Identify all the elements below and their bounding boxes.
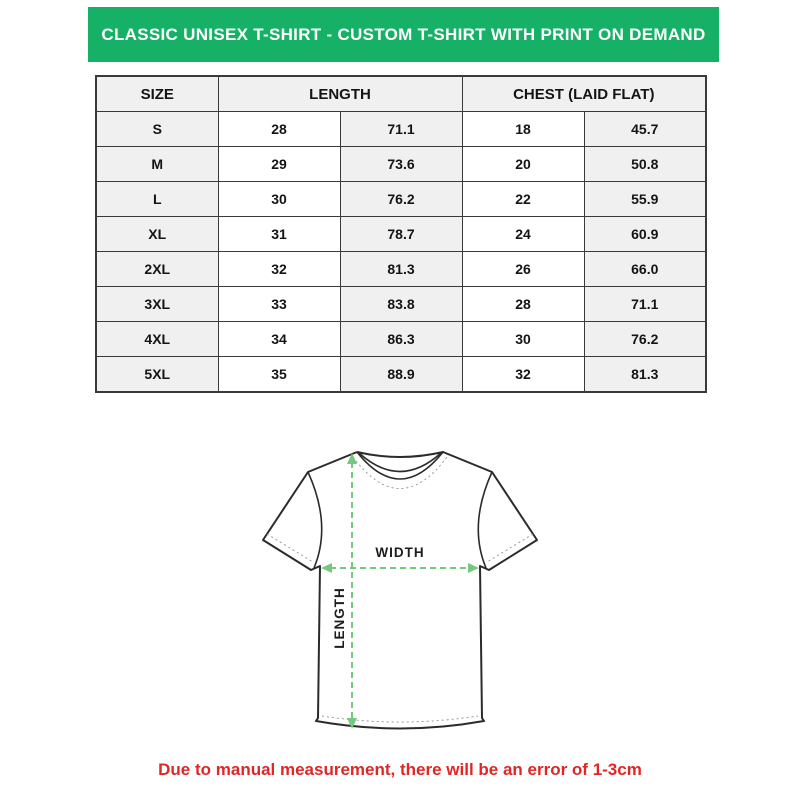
cell-size: 5XL [96, 357, 218, 393]
cell-size: 2XL [96, 252, 218, 287]
cell-size: 4XL [96, 322, 218, 357]
cell-chest-cm: 60.9 [584, 217, 706, 252]
cell-length-in: 33 [218, 287, 340, 322]
cell-length-in: 30 [218, 182, 340, 217]
cell-chest-in: 24 [462, 217, 584, 252]
cell-length-cm: 76.2 [340, 182, 462, 217]
cell-length-in: 32 [218, 252, 340, 287]
cell-chest-in: 30 [462, 322, 584, 357]
table-header-row [96, 76, 706, 112]
table-row [96, 322, 706, 357]
cell-chest-in: 26 [462, 252, 584, 287]
cell-size: S [96, 112, 218, 147]
cell-chest-in: 28 [462, 287, 584, 322]
width-label: WIDTH [375, 545, 425, 560]
cell-chest-cm: 50.8 [584, 147, 706, 182]
cell-length-cm: 86.3 [340, 322, 462, 357]
cell-chest-in: 32 [462, 357, 584, 393]
table-row [96, 147, 706, 182]
cell-size: L [96, 182, 218, 217]
cell-size: 3XL [96, 287, 218, 322]
cell-length-in: 28 [218, 112, 340, 147]
column-header-length: LENGTH [218, 76, 462, 112]
cell-length-in: 31 [218, 217, 340, 252]
cell-size: XL [96, 217, 218, 252]
cell-length-cm: 78.7 [340, 217, 462, 252]
size-chart-table [95, 75, 707, 393]
cell-length-cm: 71.1 [340, 112, 462, 147]
cell-length-in: 34 [218, 322, 340, 357]
cell-length-in: 29 [218, 147, 340, 182]
cell-length-cm: 81.3 [340, 252, 462, 287]
table-row [96, 112, 706, 147]
table-row [96, 357, 706, 393]
measurement-disclaimer: Due to manual measurement, there will be an error of 1-3cm [158, 760, 642, 779]
cell-length-cm: 88.9 [340, 357, 462, 393]
table-row [96, 217, 706, 252]
cell-chest-in: 18 [462, 112, 584, 147]
cell-chest-cm: 55.9 [584, 182, 706, 217]
title-banner [88, 7, 719, 62]
cell-chest-cm: 81.3 [584, 357, 706, 393]
column-header-size: SIZE [96, 76, 218, 112]
cell-chest-in: 20 [462, 147, 584, 182]
column-header-chest: CHEST (LAID FLAT) [462, 76, 706, 112]
table-row [96, 287, 706, 322]
cell-chest-in: 22 [462, 182, 584, 217]
cell-chest-cm: 76.2 [584, 322, 706, 357]
cell-chest-cm: 71.1 [584, 287, 706, 322]
length-label: LENGTH [332, 587, 347, 649]
cell-length-cm: 83.8 [340, 287, 462, 322]
size-chart-table-container [95, 75, 707, 393]
cell-size: M [96, 147, 218, 182]
tshirt-outline [263, 452, 537, 729]
page-title: CLASSIC UNISEX T-SHIRT - CUSTOM T-SHIRT WITH PRINT ON DEMAND [101, 24, 706, 44]
tshirt-measurement-diagram [250, 440, 550, 750]
cell-chest-cm: 66.0 [584, 252, 706, 287]
table-row [96, 252, 706, 287]
cell-chest-cm: 45.7 [584, 112, 706, 147]
cell-length-in: 35 [218, 357, 340, 393]
table-row [96, 182, 706, 217]
cell-length-cm: 73.6 [340, 147, 462, 182]
